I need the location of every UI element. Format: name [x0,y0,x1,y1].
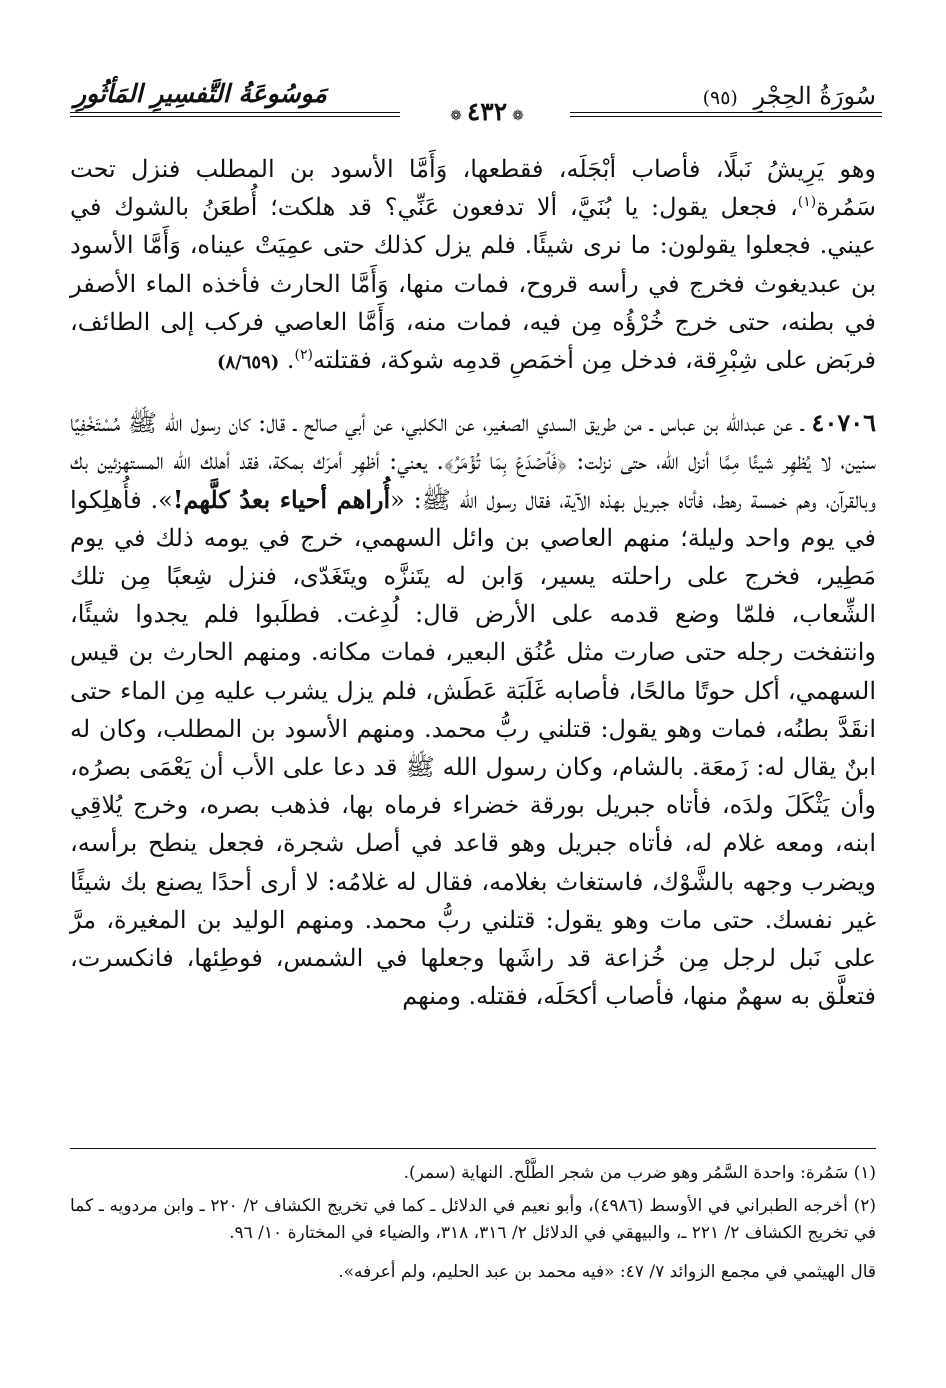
footnote-ref-1: (١) [797,194,817,211]
hadith-entry [70,404,876,1015]
page-number [430,98,544,130]
header-rule-right [570,112,882,117]
ornament-right-icon: ❁ [512,108,524,124]
book-title: مَوسُوعَةُ التَّفسِيرِ المَأثُورِ [74,79,327,108]
footnote-2: (٢) أخرجه الطبراني في الأوسط (٤٩٨٦)، وأبو نعيم في الدلائل ـ كما في تخريج الكشاف ٢/ ٢٢٠ ـ وابن مردويه ـ كما في تخريج الكشاف ٢/ ٢٢١ ـ، والبيهقي في الدلائل ٢/ ٣١٦، ٣١٨، والضياء في المختارة ١٠/ ٩٦. [70,1196,876,1243]
running-header [70,76,882,126]
header-rule-left [70,112,400,117]
entry-number: ٤٠٧٠٦ [811,408,876,438]
paragraph-text: ، فجعل يقول: يا بُنَيَّ، ألا تدفعون عَنِّي؟ قد هلكت؛ أُطعَنُ بالشوك في عيني. فجعلوا يقولون: ما نرى شيئًا. فلم يزل كذلك حتى عمِيَتْ عيناه، وَأَمَّا الأسود بن عبديغوث فخرج في رأسه قروح، فمات منها، وَأَمَّا الحارث فأخذه الماء الأصفر في بطنه، حتى خرج خُرْؤُه مِن فيه، فمات منه، وَأَمَّا العاصي فركب إلى الطائف، فربَض على شِبْرِقة، فدخل مِن أخمَصِ قدمِه شوكة، فقتلته [70,193,877,375]
footnote-separator [70,1148,876,1149]
footnote-1: (١) سَمُرة: واحدة السَّمُر وهو ضرب من شجر الطَّلْح. النهاية (سمر). [403,1163,876,1183]
hadith-text: ـ عن عبدالله بن عباس ـ من طريق السدي الصغير، عن الكلبي، عن أبي صالح ـ قال: كان رسول الله ﷺ مُسْتَخْفِيًا سنين، لا يُظهِر شيئًا مِمَّا أنزل الله، حتى نزلت: ﴿فَٱصۡدَعۡ بِمَا تُؤۡمَرُ﴾. يعني: أظهِر أمرَك بمكة، فقد أهلك الله المستهزئين بك وبالقرآن، وهم خمسة رهط، فأتاه جبريل بهذه الآية، فقال رسول الله ﷺ: « [70,409,877,514]
page-number-value: ٤٣٢ [466,97,508,126]
surah-name: سُورَةُ الحِجْرِ [753,82,876,110]
hadith-text: ». فأُهلِكوا في يوم واحد وليلة؛ منهم العاصي بن وائل السهمي، خرج في يومه ذلك في يوم مَطِير، فخرج على راحلته يسير، وَابن له يتَنزَّه ويتَغَدّى، فنزل شِعبًا مِن تلك الشِّعاب، فلمّا وضع قدمه على الأرض قال: لُدِغت. فطلَبوا فلم يجدوا شيئًا، وانتفخت رجله حتى صارت مثل عُنُق البعير، فمات مكانه. ومنهم الحارث بن قيس السهمي، أكل حوتًا مالحًا، فأصابه غَلَبَة عَطَش، فلم يزل يشرب عليه مِن الماء حتى انقَدَّ بطنُه، فمات وهو يقول: قتلني ربُّ محمد. ومنهم الأسود بن المطلب، وكان له ابنٌ يقال له: زَمعَة. بالشام، وكان رسول الله ﷺ قد دعا على الأب أن يَعْمَى بصرُه، وأن يَثْكَلَ ولدَه، فأتاه جبريل بورقة خضراء فرماه بها، فذهب بصره، وخرج يُلاقِي ابنه، ومعه غلام له، فأتاه جبريل وهو قاعد في أصل شجرة، فجعل ينطح برأسه، ويضرب وجهه بالشَّوْك، فاستغاث بغلامه، فقال له غلامُه: لا أرى أحدًا يصنع بك شيئًا غير نفسك. حتى مات وهو يقول: قتلني ربُّ محمد. ومنهم الوليد بن المغيرة، مرَّ على نَبل لرجل مِن خُزاعة قد راشَها وجعلها في الشمس، فوطِئها، فانكسرت، فتعلَّق به سهمٌ منها، فأصاب أكحَلَه، فقتله. ومنهم [70,485,876,1011]
ornament-left-icon: ❁ [450,108,462,124]
footnote-3: قال الهيثمي في مجمع الزوائد ٧/ ٤٧: «فيه محمد بن عبد الحليم، ولم أعرفه». [338,1262,876,1282]
volume-reference: (٨/٦٥٩) [216,352,280,374]
paragraph-continuation [70,150,876,382]
footnotes [70,1160,876,1292]
ayah-number: (٩٥) [702,87,738,109]
prophetic-quote: أُراهم أحياء بعدُ كلَّهم! [172,484,391,514]
paragraph-text: وهو يَرِيشُ نَبلًا، فأصاب أبْجَلَه، فقطعها، وَأَمَّا الأسود بن المطلب فنزل تحت سَمُرة [70,155,876,222]
paragraph-text: . [279,346,295,375]
footnote-ref-2: (٢) [294,347,313,364]
main-text [70,150,876,1015]
surah-title [703,80,876,114]
